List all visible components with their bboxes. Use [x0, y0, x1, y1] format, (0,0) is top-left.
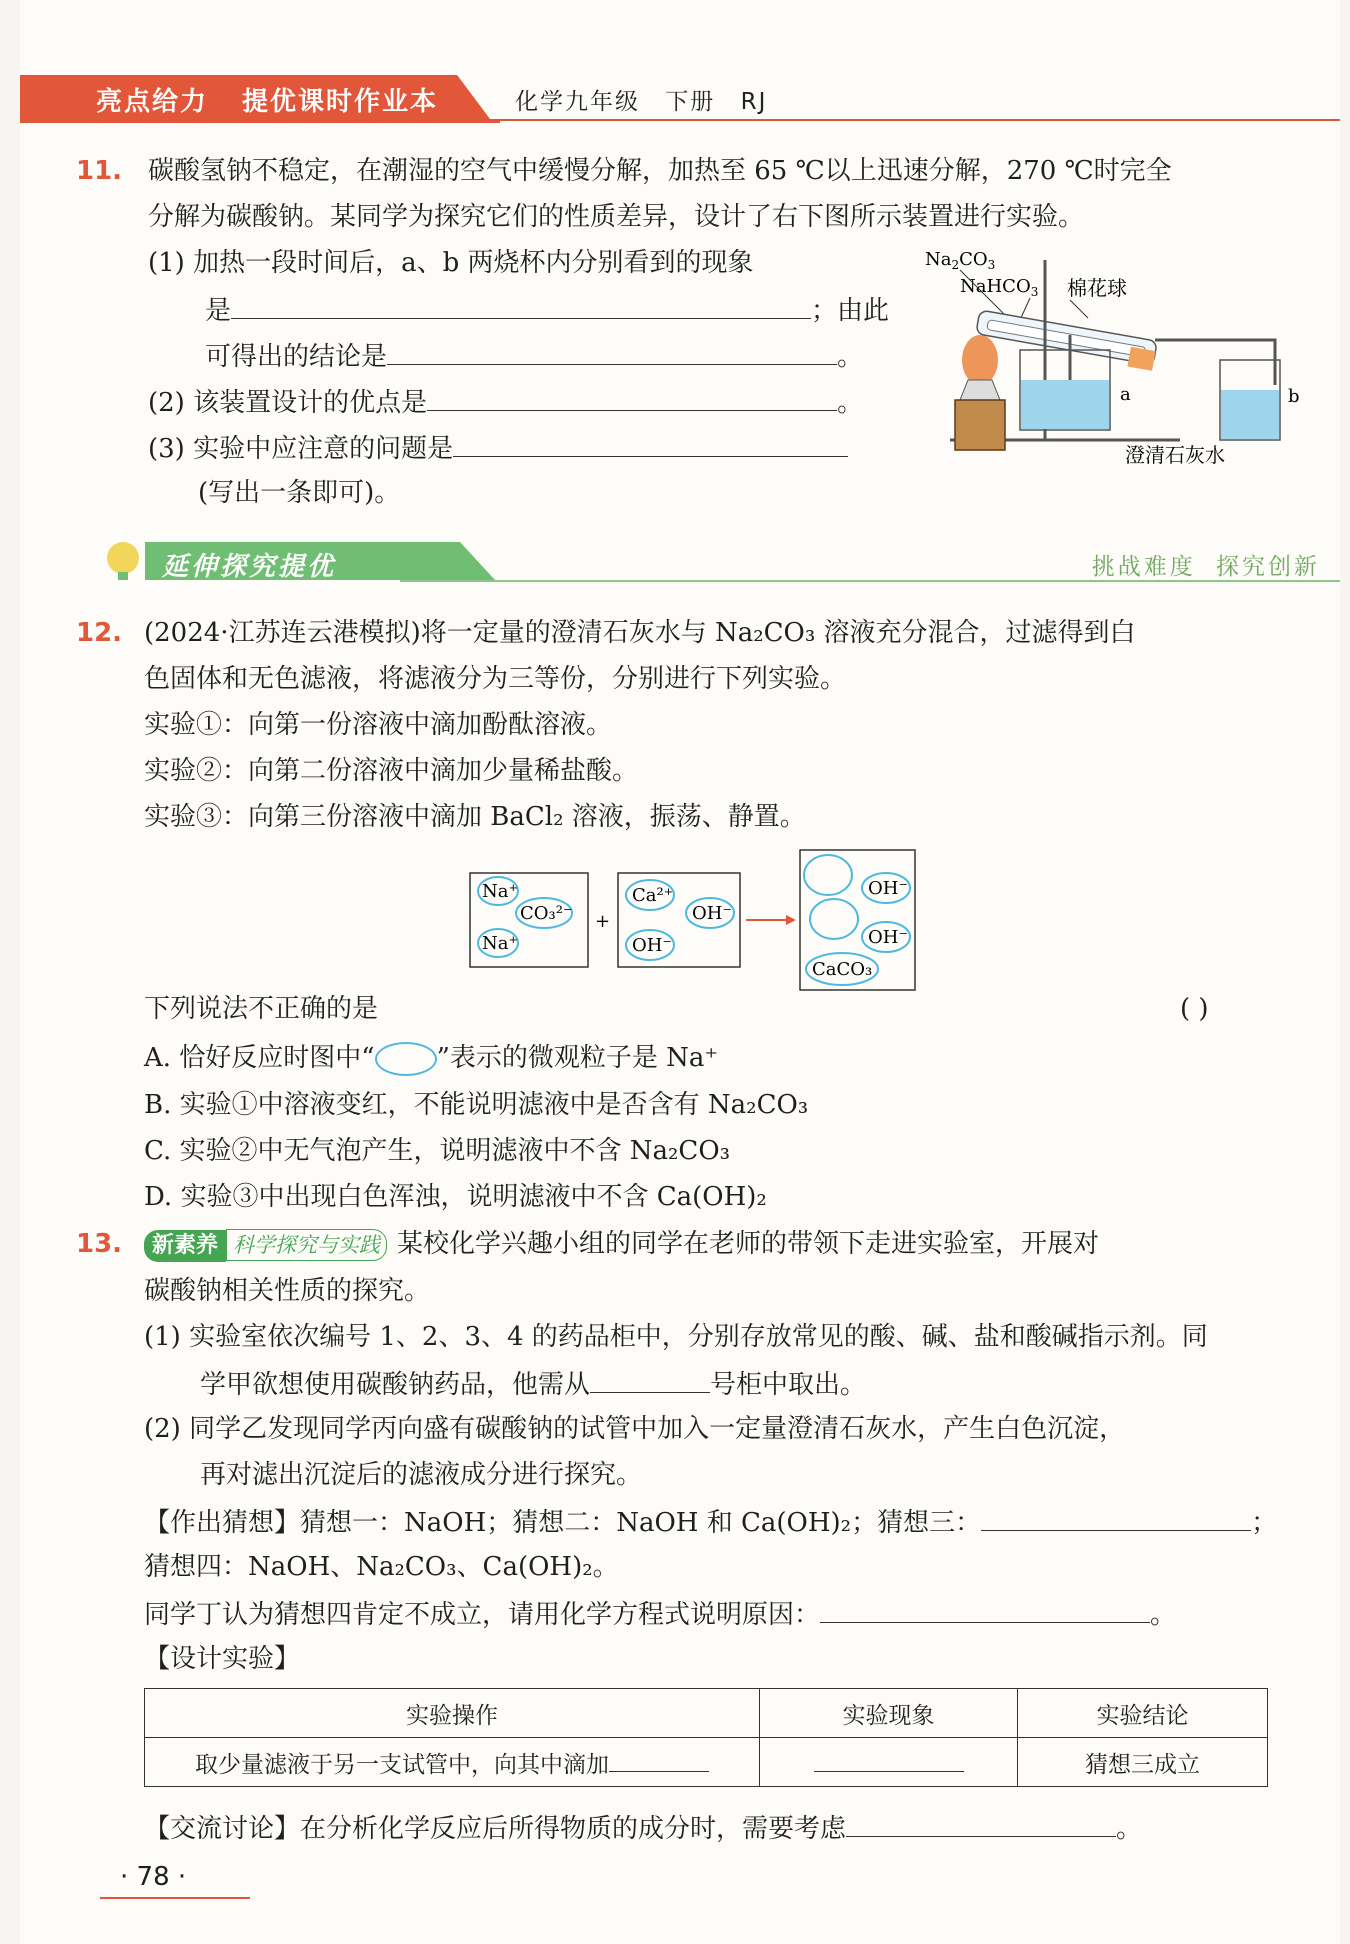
q11-part3: (3) 实验中应注意的问题是 — [148, 432, 848, 464]
svg-text:CaCO₃: CaCO₃ — [812, 959, 873, 980]
cell-conclusion: 猜想三成立 — [1018, 1738, 1268, 1787]
trophy-icon — [100, 538, 146, 584]
table-row — [145, 1738, 1268, 1787]
label-a: a — [1120, 384, 1131, 405]
q13-part2-b: 再对滤出沉淀后的滤液成分进行探究。 — [200, 1460, 643, 1490]
answer-blank[interactable] — [609, 1747, 709, 1772]
svg-text:OH⁻: OH⁻ — [868, 927, 908, 948]
question-number: 12. — [76, 618, 123, 648]
q13-discussion: 【交流讨论】在分析化学反应后所得物质的成分时，需要考虑 。 — [144, 1814, 1143, 1844]
q13-line1: 新素养 科学探究与实践 某校化学兴趣小组的同学在老师的带领下走进实验室，开展对 — [144, 1229, 1099, 1262]
q12-exp1: 实验①：向第一份溶液中滴加酚酞溶液。 — [144, 710, 613, 740]
q11-part2: (2) 该装置设计的优点是 。 — [148, 388, 864, 418]
tag-science-practice: 科学探究与实践 — [226, 1229, 387, 1261]
q12-exp3: 实验③：向第三份溶液中滴加 BaCl₂ 溶液，振荡、静置。 — [144, 802, 806, 832]
q13-part2-a: (2) 同学乙发现同学丙向盛有碳酸钠的试管中加入一定量澄清石灰水，产生白色沉淀， — [144, 1414, 1126, 1444]
option-a[interactable]: A. 恰好反应时图中“ ”表示的微观粒子是 Na⁺ — [144, 1042, 718, 1076]
col-operation: 实验操作 — [145, 1689, 760, 1738]
label-nahco3: NaHCO$_3$ — [960, 276, 1039, 299]
q13-part1-b: 学甲欲想使用碳酸钠药品，他需从 号柜中取出。 — [200, 1370, 867, 1400]
option-c[interactable]: C. 实验②中无气泡产生，说明滤液中不含 Na₂CO₃ — [144, 1136, 731, 1166]
ellipse-icon — [375, 1042, 437, 1076]
svg-text:Na⁺: Na⁺ — [482, 881, 518, 902]
option-d[interactable]: D. 实验③中出现白色浑浊，说明滤液中不含 Ca(OH)₂ — [144, 1182, 767, 1212]
q13-ding: 同学丁认为猜想四肯定不成立，请用化学方程式说明原因： 。 — [144, 1600, 1177, 1630]
wood-block — [955, 400, 1005, 450]
question-number: 13. — [76, 1229, 123, 1259]
label-b: b — [1288, 386, 1300, 407]
svg-text:Ca²⁺: Ca²⁺ — [632, 885, 674, 906]
answer-blank[interactable] — [453, 432, 848, 457]
answer-blank[interactable] — [387, 340, 837, 365]
svg-text:CO₃²⁻: CO₃²⁻ — [520, 903, 573, 924]
svg-text:+: + — [595, 911, 611, 932]
page — [20, 0, 1340, 1944]
brand-title: 亮点给力 — [96, 87, 209, 117]
answer-paren[interactable]: ( ) — [1180, 994, 1209, 1024]
answer-blank[interactable] — [427, 386, 837, 411]
q13-line2: 碳酸钠相关性质的探究。 — [144, 1276, 431, 1306]
q11-part3-note: (写出一条即可)。 — [198, 478, 401, 508]
banner-subtitle: 挑战难度 探究创新 — [1091, 554, 1320, 580]
q13-design: 【设计实验】 — [144, 1644, 301, 1674]
page-number: · 78 · — [120, 1862, 187, 1892]
q11-part1-d: 可得出的结论是 。 — [205, 342, 864, 372]
answer-blank[interactable] — [590, 1368, 710, 1393]
series-title: 提优课时作业本 — [242, 87, 439, 117]
question-number: 11. — [76, 156, 123, 186]
q13-part1-a: (1) 实验室依次编号 1、2、3、4 的药品柜中，分别存放常见的酸、碱、盐和酸碱指示剂。同 — [144, 1322, 1208, 1352]
apparatus-figure — [920, 240, 1300, 470]
flame-icon — [962, 335, 998, 385]
answer-blank[interactable] — [231, 294, 811, 319]
section-banner — [100, 538, 1340, 584]
label-cotton: 棉花球 — [1067, 276, 1127, 300]
label-na2co3: $Na_2CO_3$ — [925, 249, 996, 272]
q13-guess-b: 猜想四：NaOH、Na₂CO₃、Ca(OH)₂。 — [144, 1552, 619, 1582]
cell-operation: 取少量滤液于另一支试管中，向其中滴加 — [145, 1738, 760, 1787]
svg-text:OH⁻: OH⁻ — [868, 878, 908, 899]
col-phenomenon: 实验现象 — [760, 1689, 1018, 1738]
option-b[interactable]: B. 实验①中溶液变红，不能说明滤液中是否含有 Na₂CO₃ — [144, 1090, 809, 1120]
q12-ask: 下列说法不正确的是 — [144, 994, 379, 1024]
q11-part1-b: 是 ；由此 — [205, 296, 890, 326]
answer-blank[interactable] — [820, 1598, 1150, 1623]
col-conclusion: 实验结论 — [1018, 1689, 1268, 1738]
answer-blank[interactable] — [981, 1506, 1251, 1531]
q13-guess-a: 【作出猜想】猜想一：NaOH；猜想二：NaOH 和 Ca(OH)₂；猜想三： ； — [144, 1508, 1278, 1538]
q11-stem-line1: 碳酸氢钠不稳定，在潮湿的空气中缓慢分解，加热至 65 ℃以上迅速分解，270 ℃时完全 — [148, 156, 1172, 186]
q12-exp2: 实验②：向第二份溶液中滴加少量稀盐酸。 — [144, 756, 639, 786]
subject-label: 化学九年级 下册 RJ — [515, 89, 768, 115]
q12-line1: (2024·江苏连云港模拟)将一定量的澄清石灰水与 Na₂CO₃ 溶液充分混合，过滤得到白 — [144, 618, 1136, 648]
label-limewater: 澄清石灰水 — [1125, 443, 1225, 467]
arrow-icon — [786, 915, 796, 925]
tag-new-literacy: 新素养 — [144, 1230, 226, 1262]
q12-line2: 色固体和无色滤液，将滤液分为三等份，分别进行下列实验。 — [144, 664, 847, 694]
q11-part1-a: (1) 加热一段时间后，a、b 两烧杯内分别看到的现象 — [148, 248, 754, 278]
svg-text:OH⁻: OH⁻ — [692, 903, 732, 924]
q11-stem-line2: 分解为碳酸钠。某同学为探究它们的性质差异，设计了右下图所示装置进行实验。 — [148, 202, 1085, 232]
svg-text:OH⁻: OH⁻ — [632, 935, 672, 956]
svg-text:Na⁺: Na⁺ — [482, 933, 518, 954]
banner-title: 延伸探究提优 — [162, 552, 337, 582]
table-header-row — [145, 1689, 1268, 1738]
answer-blank[interactable] — [814, 1747, 964, 1772]
page-header — [20, 75, 1340, 123]
particle-diagram — [460, 845, 930, 995]
cell-phenomenon — [760, 1738, 1018, 1787]
answer-blank[interactable] — [846, 1812, 1116, 1837]
experiment-table — [144, 1688, 1268, 1787]
